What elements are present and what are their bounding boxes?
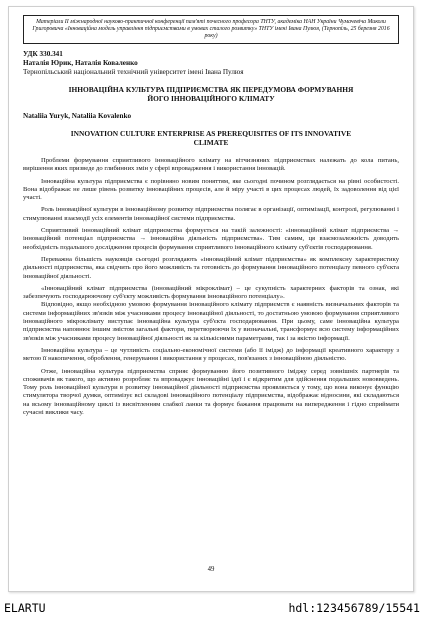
paragraph: Роль інноваційної культури в інноваційному розвитку підприємства полягає в організації, оптимізації, контролі, регулюванні і стимулюванні взаємодії усіх елементів інноваційної системи підприємства.	[23, 206, 399, 222]
title-en: INNOVATION CULTURE ENTERPRISE AS PREREQUISITES OF ITS INNOVATIVE CLIMATE	[70, 129, 352, 147]
conference-header: Матеріали ІІ міжнародної науково-практичної конференції пам'яті почесного професора ТНТУ, академіка НАН України Чумачевіча Миколи Григоровича «Інноваційна модель управління підприємствами в умовах сталого розвитку» ТНТУ імені Івана Пулюя, (Тернопіль, 25 березня 2016 року)	[23, 15, 399, 44]
paragraph: «Інноваційний клімат підприємства (інноваційний мікроклімат) – це сукупність характерних факторів та ознак, які забезпечують господарюючому суб'єкту можливість формування інноваційного потенціалу».	[23, 284, 399, 301]
title-ua: ІННОВАЦІЙНА КУЛЬТУРА ПІДПРИЄМСТВА ЯК ПЕРЕДУМОВА ФОРМУВАННЯ ЙОГО ІННОВАЦІЙНОГО КЛІМАТУ	[68, 85, 354, 103]
page-number: 49	[207, 566, 215, 573]
udc-code: УДК 330.341	[23, 50, 63, 58]
paragraph: Отже, інноваційна культура підприємства сприяє формуванню його позитивного іміджу серед зовнішніх партнерів та споживачів як такого, що активно розробляє та впроваджує інноваційні ідеї і є відкритим для здійснення подальших нововведень. Тому роль інноваційної культури в розвитку інноваційної діяльності підприємства проявляється у тому, що вона виконує функцію стимулятора творчої думки, оптимізує всі складові інноваційного потенціалу підприємства, відображає відносини, які складаються на всьому інноваційному циклі із висвітленням слабкої ланки та формує бажання працювати на випередження і гідно сприймати сучасні виклики часу.	[23, 367, 399, 417]
paragraph: Проблеми формування сприятливого інноваційного клімату на вітчизняних підприємствах належать до кола питань, вирішення яких призведе до глибинних змін у сфері впровадження і використання інновацій.	[23, 157, 399, 173]
paper-content	[9, 50, 413, 417]
repository-label: ELARTU	[4, 601, 46, 615]
handle-identifier: hdl:123456789/15541	[288, 601, 420, 615]
authors-en: Nataliia Yuryk, Nataliia Kovalenko	[23, 112, 132, 120]
authors-ua: Наталія Юрик, Наталія Коваленко	[23, 59, 138, 67]
paper-page	[8, 6, 414, 592]
paragraph: Сприятливий інноваційний клімат підприємства формується на такій залежності: «інноваційний клімат підприємства → інноваційний потенціал підприємства → інноваційна діяльність підприємства». Тим самим, ця взаємозалежність доводить необхідність подальшого дослідження процесів формування сприятливого інноваційного клімату суб'єктів господарювання.	[23, 227, 399, 251]
footer-bar	[0, 596, 424, 620]
paper-body	[23, 157, 399, 417]
affiliation: Тернопільський національний технічний університет імені Івана Пулюя	[23, 68, 244, 76]
paragraph: Інноваційна культура – це чутливість соціально-економічної системи (або її імідж) до інформації креативного характеру з метою її накопичення, оброблення, генерування і використання у процесах, пов'язаних з інноваційною діяльністю.	[23, 346, 399, 363]
paragraph: Відповідно, якщо необхідною умовою формування інноваційного клімату підприємств є наявність визначальних факторів та системи інформаційних зв'язків між учасниками процесу інноваційної діяльності, то достатньою умовою формування сприятливого інноваційного мікроклімату виступає інноваційна культура суб'єкта господарювання. При цьому, саме інноваційна культура підприємства наповнює іншим змістом загальні фактори, перетворюючи їх у визначальні, трансформує всю систему інформаційних зв'язків між учасниками процесу інноваційної діяльності як за кількісними параметрами, так і за якістю інформації.	[23, 301, 399, 342]
paragraph: Переважна більшість науковців сьогодні розглядають «інноваційний клімат підприємства» як комплексну характеристику діяльності підприємства, яка свідчить про його можливість та готовність до формування інноваційного потенціалу певного суб'єкта інноваційної діяльності.	[23, 255, 399, 280]
paragraph: Інноваційна культура підприємства є порівняно новим поняттям, яке сьогодні почином розглядається на рівні особистості. Вона відображає не лише рівень розвитку інноваційних процесів, але й міру участі в цих процесах людей, їх задоволення від цієї участі.	[23, 177, 399, 202]
